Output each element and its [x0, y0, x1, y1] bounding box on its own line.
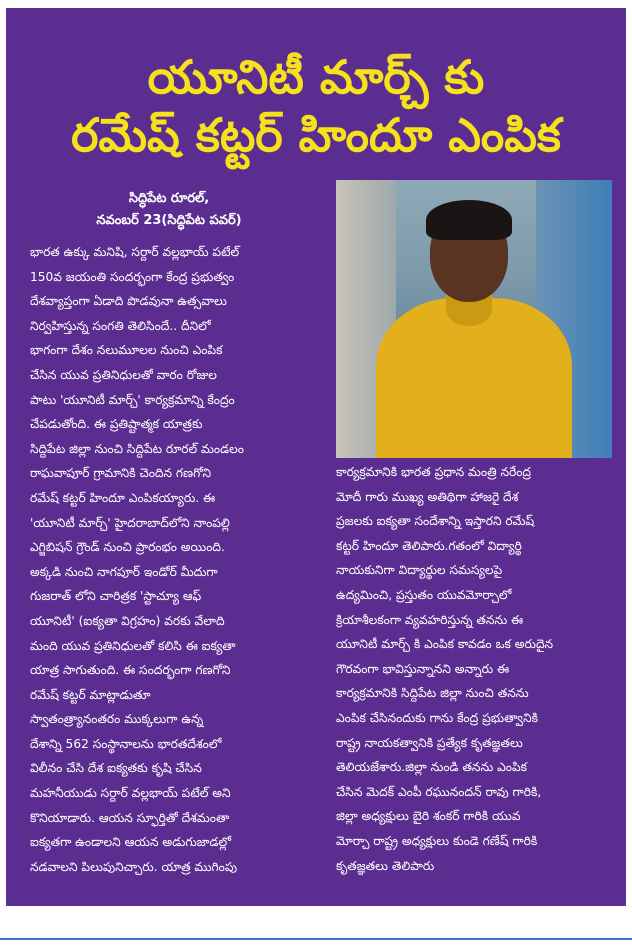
byline-place: సిద్ధిపేట రూరల్, — [128, 191, 210, 206]
article-line: యాత్ర సాగుతుంది. ఈ సందర్భంగా గణగోని — [30, 663, 231, 678]
article-line: కార్యక్రమానికి సిద్దిపేట జిల్లా నుంచి తనను — [336, 686, 529, 701]
article-line: చేసిన యువ ప్రతినిధులతో వారం రోజుల — [30, 367, 217, 382]
headline-line-2: రమేష్ కట్టర్ హిందూ ఎంపిక — [71, 108, 561, 162]
article-line: కృతజ్ఞతలు తెలిపారు — [336, 858, 435, 873]
article-line: ఎగ్జిబిషన్ గ్రౌండ్ నుంచి ప్రారంభం అయింది. — [30, 540, 225, 555]
footer-divider — [0, 938, 632, 940]
article-line: కొనియాడారు. ఆయన స్ఫూర్తితో దేశమంతా — [30, 810, 230, 825]
article-line: 150వ జయంతి సందర్భంగా కేంద్ర ప్రభుత్వం — [30, 269, 235, 284]
article-line: సిద్దిపేట జిల్లా నుంచి సిద్దిపేట రూరల్ మండలం — [30, 441, 244, 456]
article-line: మోదీ గారు ముఖ్య అతిథిగా హాజరై దేశ — [336, 489, 519, 504]
article-line: చేపడుతోంది. ఈ ప్రతిష్టాత్మక యాత్రకు — [30, 417, 203, 432]
article-line: గుజరాత్ లోని చారిత్రక 'స్టాచ్యూ ఆఫ్ — [30, 589, 202, 604]
article-line: చేసిన మెదక్ ఎంపీ రఘునందన్ రావు గారికి, — [336, 784, 542, 799]
article-line: గౌరవంగా భావిస్తున్నానని అన్నారు ఈ — [336, 661, 510, 676]
article-line: 'యూనిటీ మార్చ్' హైదరాబాద్‌లోని నాంపల్లి — [30, 515, 230, 530]
left-column — [30, 240, 310, 879]
article-line: నిర్వహిస్తున్న సంగతి తెలిసిందే.. దీనిలో — [30, 318, 211, 333]
article-line: రాష్ట్ర నాయకత్వానికి ప్రత్యేక కృతజ్ఞతలు — [336, 735, 523, 750]
article-line: పాటు 'యూనిటీ మార్చ్' కార్యక్రమాన్ని కేంద్రం — [30, 392, 235, 407]
article-line: అక్కడి నుంచి నాగపూర్ ఇండోర్ మీదుగా — [30, 564, 218, 579]
headline — [6, 48, 626, 164]
article-line: క్రియాశీలకంగా వ్యవహరిస్తున్న తనను ఈ — [336, 612, 524, 627]
article-line: తెలియజేశారు.జిల్లా నుండి తనను ఎంపిక — [336, 760, 528, 775]
article-line: భారత ఉక్కు మనిషి, సర్దార్ వల్లభాయ్ పటేల్ — [30, 245, 240, 259]
person-photo — [336, 180, 612, 458]
article-line: యూనిటీ మార్చ్ కి ఎంపిక కావడం ఒక అరుదైన — [336, 637, 554, 652]
article-line: యూనిటీ' (ఐక్యతా విగ్రహం) వరకు వేలాది — [30, 613, 225, 628]
article-line: కార్యక్రమానికి భారత ప్రధాన మంత్రి నరేంద్ర — [336, 465, 532, 479]
photo-hair — [426, 200, 512, 240]
byline — [30, 188, 308, 232]
article-line: ఉద్యమించి, ప్రస్తుతం యువమోర్చాలో — [336, 587, 512, 602]
article-line: నడవాలని పిలుపునిచ్చారు. యాత్ర ముగింపు — [30, 859, 237, 874]
byline-date: నవంబర్ 23(సిద్ధిపేట పవర్) — [96, 213, 242, 228]
article-line: స్వాతంత్ర్యానంతరం ముక్కలుగా ఉన్న — [30, 712, 204, 727]
article-panel — [6, 8, 626, 906]
article-line: రాఘవాపూర్ గ్రామానికి చెందిన గణగోని — [30, 466, 212, 481]
article-line: ప్రజలకు ఐక్యతా సందేశాన్ని ఇస్తారని రమేష్ — [336, 514, 535, 529]
article-line: మోర్చా రాష్ట్ర అధ్యక్షులు కుండె గణేష్ గారికి — [336, 833, 538, 848]
article-line: నాయకునిగా విద్యార్థుల సమస్యలపై — [336, 563, 503, 578]
article-line: దేశాన్ని 562 సంస్థానాలను భారతదేశంలో — [30, 736, 222, 751]
article-line: ఎంపిక చేసినందుకు గాను కేంద్ర ప్రభుత్వానికి — [336, 710, 538, 725]
article-line: రమేష్ కట్టర్ మాట్లాడుతూ — [30, 687, 151, 702]
headline-line-1: యూనిటీ మార్చ్ కు — [147, 50, 485, 104]
article-line: ఐక్యతగా ఉండాలని ఆయన అడుగుజాడల్లో — [30, 835, 232, 850]
article-line: భాగంగా దేశం నలుమూలల నుంచి ఎంపిక — [30, 343, 223, 358]
article-line: విలీనం చేసి దేశ ఐక్యతకు కృషి చేసిన — [30, 761, 202, 776]
article-line: దేశవ్యాప్తంగా ఏడాది పొడవునా ఉత్సవాలు — [30, 294, 227, 309]
article-line: మహనీయుడు సర్దార్ వల్లభాయ్ పటేల్ అని — [30, 786, 231, 801]
article-line: మంది యువ ప్రతినిధులతో కలిసి ఈ ఐక్యతా — [30, 638, 236, 653]
right-column — [336, 460, 616, 878]
article-line: రమేష్ కట్టర్ హిందూ ఎంపికయ్యారు. ఈ — [30, 490, 216, 505]
article-line: జిల్లా అధ్యక్షులు బైరి శంకర్ గారికి యువ — [336, 809, 521, 824]
article-line: కట్టర్ హిందూ తెలిపారు.గతంలో విద్యార్థి — [336, 538, 522, 553]
